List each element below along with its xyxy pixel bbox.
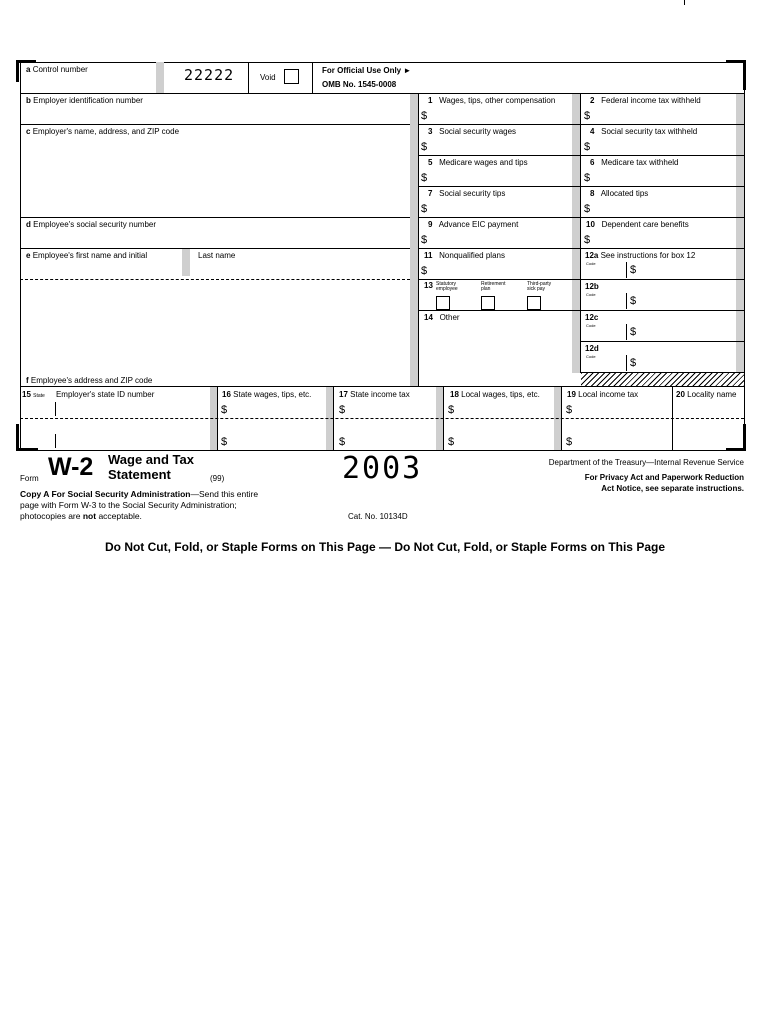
- box15-input-1[interactable]: [60, 401, 206, 417]
- box9-input[interactable]: [432, 232, 568, 246]
- left-col-right: [418, 93, 419, 386]
- r-row8-right: [580, 341, 744, 342]
- shade-mid-strip: [572, 93, 580, 373]
- box14-label: 14 Other: [424, 313, 460, 322]
- box2-input[interactable]: [594, 108, 732, 122]
- box18-dollar-2: $: [448, 436, 455, 448]
- void-checkbox[interactable]: [284, 69, 299, 84]
- box3-dollar: $: [421, 141, 428, 153]
- r-row4: [418, 217, 744, 218]
- box12c-amount-input[interactable]: [640, 324, 732, 340]
- r-row3: [418, 186, 744, 187]
- box15-input-2[interactable]: [60, 433, 206, 449]
- employee-first-name-label: e Employee's first name and initial: [26, 251, 148, 260]
- shade-right-strip: [736, 93, 744, 373]
- box12d-amount-input[interactable]: [640, 355, 732, 371]
- box15-label: 15 State Employer's state ID number: [22, 390, 155, 399]
- tax-year: 2003: [342, 451, 423, 486]
- box4-input[interactable]: [594, 139, 732, 153]
- box12d-dollar: $: [630, 357, 637, 369]
- box12a-dollar: $: [630, 264, 637, 276]
- employer-name-label: c Employer's name, address, and ZIP code: [26, 127, 180, 136]
- box6-label: 6 Medicare tax withheld: [590, 158, 679, 167]
- box20-input-2[interactable]: [676, 433, 740, 449]
- box8-input[interactable]: [594, 201, 732, 215]
- form-title-line2: Statement: [108, 467, 171, 482]
- box12c-code-divider: [626, 324, 627, 340]
- box20-input-1[interactable]: [676, 401, 740, 417]
- box8-label: 8 Allocated tips: [590, 189, 649, 198]
- box8-dollar: $: [584, 203, 591, 215]
- employee-last-name-label: Last name: [198, 251, 236, 260]
- box3-label: 3 Social security wages: [428, 127, 517, 136]
- void-label: Void: [260, 73, 276, 82]
- control-number-value: 22222: [184, 66, 235, 84]
- r-row7-left: [418, 310, 580, 311]
- top-tick: [684, 0, 685, 5]
- box11-label: 11 Nonqualified plans: [424, 251, 505, 260]
- box10-dollar: $: [584, 234, 591, 246]
- box18-dollar-1: $: [448, 404, 455, 416]
- box14-input[interactable]: [424, 325, 570, 383]
- box9-label: 9 Advance EIC payment: [428, 220, 519, 229]
- box12b-code-label: Code: [586, 292, 596, 297]
- box13-label: 13: [424, 281, 433, 290]
- box4-dollar: $: [584, 141, 591, 153]
- form-right-border: [744, 62, 745, 450]
- box12d-label: 12d: [585, 344, 599, 353]
- r-row2: [418, 155, 744, 156]
- box12b-code-divider: [626, 293, 627, 309]
- box5-label: 5 Medicare wages and tips: [428, 158, 528, 167]
- shade-center-strip: [410, 93, 418, 386]
- employee-ssn-label: d Employee's social security number: [26, 220, 157, 229]
- box16-dollar-2: $: [221, 436, 228, 448]
- box13-thirdparty-checkbox[interactable]: [527, 296, 541, 310]
- employee-name-input[interactable]: [26, 262, 406, 276]
- box10-label: 10 Dependent care benefits: [586, 220, 689, 229]
- form-word: Form: [20, 474, 39, 483]
- official-use-label: For Official Use Only ►: [322, 66, 412, 75]
- box12b-amount-input[interactable]: [640, 293, 732, 309]
- state-code-tick-2: [55, 434, 56, 448]
- hatched-area: [581, 373, 744, 386]
- state-top: [20, 386, 744, 387]
- form-code-99: (99): [210, 474, 225, 483]
- state-dashed: [20, 418, 744, 419]
- box12a-code-divider: [626, 262, 627, 278]
- catalog-number: Cat. No. 10134D: [348, 512, 408, 521]
- privacy-notice-2: Act Notice, see separate instructions.: [601, 484, 744, 493]
- box11-input[interactable]: [432, 263, 568, 277]
- d-bottom: [20, 248, 410, 249]
- box13-retirement-checkbox[interactable]: [481, 296, 495, 310]
- r-row1: [418, 124, 744, 125]
- box12a-amount-input[interactable]: [640, 262, 732, 278]
- box10-input[interactable]: [594, 232, 732, 246]
- copy-a-line3: photocopies are not acceptable.: [20, 511, 142, 521]
- box7-input[interactable]: [432, 201, 568, 215]
- box7-label: 7 Social security tips: [428, 189, 506, 198]
- box3-input[interactable]: [432, 139, 568, 153]
- box12a-label: 12a See instructions for box 12: [585, 251, 696, 260]
- box12b-label: 12b: [585, 282, 599, 291]
- box2-label: 2 Federal income tax withheld: [590, 96, 701, 105]
- box12a-code-input[interactable]: [592, 262, 624, 278]
- void-divider-right: [312, 62, 313, 93]
- state-code-tick-1: [55, 402, 56, 416]
- form-top-border: [20, 62, 744, 63]
- box1-dollar: $: [421, 110, 428, 122]
- c-bottom: [20, 217, 410, 218]
- box5-input[interactable]: [432, 170, 568, 184]
- box16-label: 16 State wages, tips, etc.: [222, 390, 312, 399]
- box12d-code-label: Code: [586, 354, 596, 359]
- box12c-dollar: $: [630, 326, 637, 338]
- right-mid-divider: [580, 93, 581, 373]
- employer-ein-label: b Employer identification number: [26, 96, 143, 105]
- row1-bottom: [20, 93, 744, 94]
- employee-ssn-input[interactable]: [26, 230, 406, 246]
- employee-address-input[interactable]: [26, 282, 406, 372]
- form-left-border: [20, 62, 21, 450]
- box19-dollar-2: $: [566, 436, 573, 448]
- box18-label: 18 Local wages, tips, etc.: [450, 390, 540, 399]
- box12b-dollar: $: [630, 295, 637, 307]
- box1-input[interactable]: [432, 108, 568, 122]
- copy-a-line1: Copy A For Social Security Administration—Send this entire: [20, 489, 259, 499]
- box12d-code-divider: [626, 355, 627, 371]
- corner-mark-bottom-left-v: [16, 424, 19, 451]
- box9-dollar: $: [421, 234, 428, 246]
- box19-label: 19 Local income tax: [567, 390, 639, 399]
- box17-label: 17 State income tax: [339, 390, 410, 399]
- box12a-code-label: Code: [586, 261, 596, 266]
- shade-control-strip: [156, 62, 164, 93]
- box20-label: 20 Locality name: [676, 390, 737, 399]
- box7-dollar: $: [421, 203, 428, 215]
- box13-statutory-checkbox[interactable]: [436, 296, 450, 310]
- e-dashed: [20, 279, 410, 280]
- b-bottom: [20, 124, 410, 125]
- omb-number: OMB No. 1545-0008: [322, 80, 397, 89]
- div-17: [333, 386, 334, 450]
- r-row6: [418, 279, 744, 280]
- box17-dollar-2: $: [339, 436, 346, 448]
- box1-label: 1 Wages, tips, other compensation: [428, 96, 556, 105]
- div-20: [672, 386, 673, 450]
- employee-address-label: f Employee's address and ZIP code: [26, 376, 153, 385]
- box4-label: 4 Social security tax withheld: [590, 127, 698, 136]
- box12c-code-label: Code: [586, 323, 596, 328]
- box19-dollar-1: $: [566, 404, 573, 416]
- form-name: W-2: [48, 453, 94, 481]
- box13-thirdparty-label: Third-party sick pay: [527, 281, 552, 292]
- department-label: Department of the Treasury—Internal Revenue Service: [548, 458, 744, 467]
- div-18: [443, 386, 444, 450]
- r-row5: [418, 248, 744, 249]
- employer-name-input[interactable]: [26, 138, 406, 214]
- void-divider-left: [248, 62, 249, 93]
- box6-dollar: $: [584, 172, 591, 184]
- privacy-notice-1: For Privacy Act and Paperwork Reduction: [584, 473, 744, 482]
- do-not-cut-warning: Do Not Cut, Fold, or Staple Forms on This Page — Do Not Cut, Fold, or Staple Forms on This Page: [104, 540, 665, 554]
- corner-mark-top-left-v: [16, 60, 19, 82]
- box16-dollar-1: $: [221, 404, 228, 416]
- div-16: [217, 386, 218, 450]
- box2-dollar: $: [584, 110, 591, 122]
- div-19: [561, 386, 562, 450]
- box13-retirement-label: Retirement plan: [481, 281, 506, 292]
- form-title-line1: Wage and Tax: [108, 452, 194, 467]
- r-row7-right: [580, 310, 744, 311]
- box5-dollar: $: [421, 172, 428, 184]
- box12c-label: 12c: [585, 313, 599, 322]
- control-number-label: a Control number: [26, 65, 88, 74]
- box13-statutory-label: Statutory employee: [436, 281, 458, 292]
- box17-dollar-1: $: [339, 404, 346, 416]
- box11-dollar: $: [421, 265, 428, 277]
- box6-input[interactable]: [594, 170, 732, 184]
- employer-ein-input[interactable]: [26, 106, 406, 122]
- copy-a-line2: page with Form W-3 to the Social Security Administration;: [20, 500, 237, 510]
